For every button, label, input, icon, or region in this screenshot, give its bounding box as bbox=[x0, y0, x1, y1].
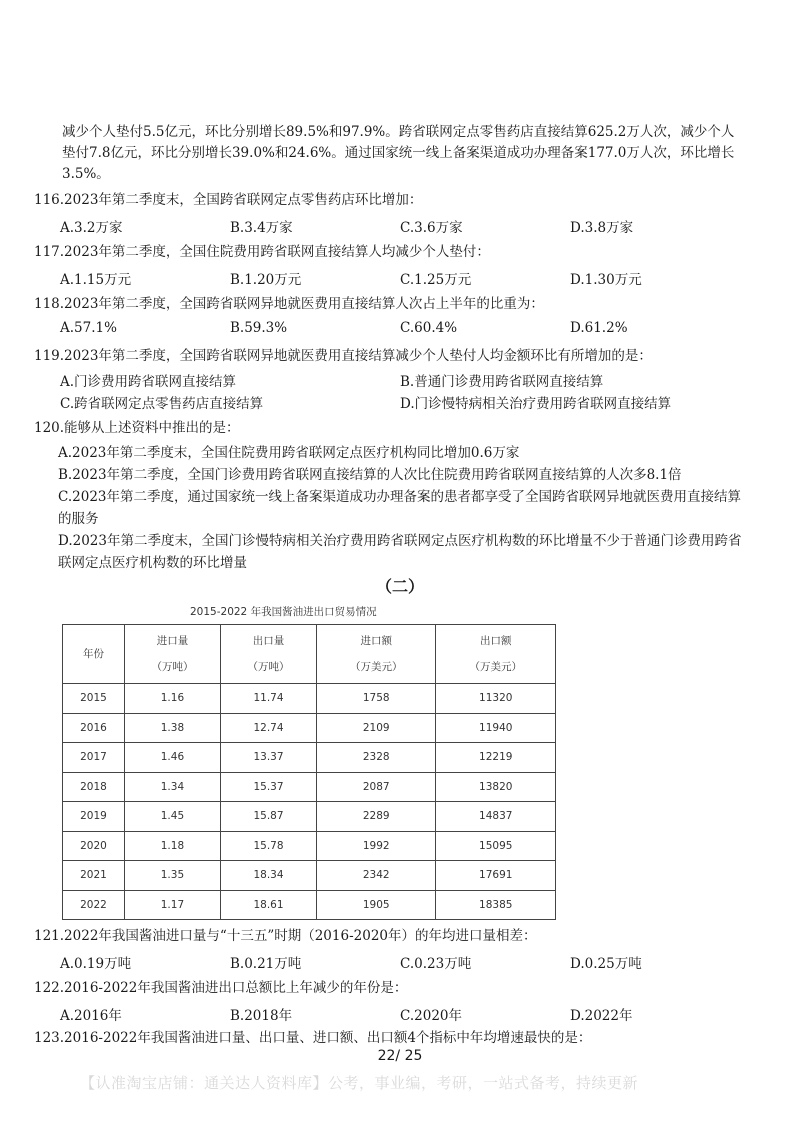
cell-export-volume: 18.34 bbox=[220, 861, 316, 891]
options-118 bbox=[60, 320, 760, 340]
cell-import-value: 2289 bbox=[317, 802, 436, 832]
option-c[interactable]: C.2023年第二季度，通过国家统一线上备案渠道成功办理备案的患者都享受了全国跨省联网异地就医费用直接结算的服务 bbox=[58, 489, 741, 527]
option-d[interactable]: D.1.30万元 bbox=[570, 272, 642, 288]
options-121 bbox=[60, 952, 760, 972]
option-d[interactable]: D.门诊慢特病相关治疗费用跨省联网直接结算 bbox=[400, 396, 672, 412]
table-row bbox=[63, 684, 556, 714]
option-a[interactable]: A.2023年第二季度末，全国住院费用跨省联网定点医疗机构同比增加0.6万家 bbox=[58, 445, 520, 461]
option-b[interactable]: B.2018年 bbox=[230, 1008, 293, 1024]
cell-year: 2020 bbox=[63, 831, 125, 861]
option-a[interactable]: A.57.1% bbox=[60, 320, 117, 336]
cell-import-value: 2328 bbox=[317, 743, 436, 773]
header-year: 年份 bbox=[63, 625, 125, 684]
option-a[interactable]: A.1.15万元 bbox=[60, 272, 132, 288]
section-title: （二） bbox=[375, 577, 424, 596]
cell-import-value: 2087 bbox=[317, 772, 436, 802]
cell-year: 2022 bbox=[63, 890, 125, 920]
cell-year: 2021 bbox=[63, 861, 125, 891]
option-a[interactable]: A.0.19万吨 bbox=[60, 956, 132, 972]
cell-import-volume: 1.34 bbox=[124, 772, 220, 802]
option-c[interactable]: C.1.25万元 bbox=[400, 272, 472, 288]
table-row bbox=[63, 802, 556, 832]
options-117 bbox=[60, 268, 760, 288]
table-row bbox=[63, 831, 556, 861]
cell-export-volume: 15.78 bbox=[220, 831, 316, 861]
cell-export-value: 18385 bbox=[436, 890, 556, 920]
cell-export-value: 11320 bbox=[436, 684, 556, 714]
option-c[interactable]: C.0.23万吨 bbox=[400, 956, 472, 972]
cell-export-value: 17691 bbox=[436, 861, 556, 891]
cell-import-volume: 1.18 bbox=[124, 831, 220, 861]
option-d[interactable]: D.0.25万吨 bbox=[570, 956, 642, 972]
cell-year: 2019 bbox=[63, 802, 125, 832]
option-c[interactable]: C.2020年 bbox=[400, 1008, 462, 1024]
watermark-text: 【认准淘宝店铺：通关达人资料库】公考，事业编，考研，一站式备考，持续更新 bbox=[80, 1074, 639, 1092]
options-119-row1 bbox=[60, 370, 760, 390]
cell-export-value: 13820 bbox=[436, 772, 556, 802]
cell-export-value: 15095 bbox=[436, 831, 556, 861]
cell-year: 2015 bbox=[63, 684, 125, 714]
option-d[interactable]: D.2022年 bbox=[570, 1008, 633, 1024]
cell-year: 2016 bbox=[63, 713, 125, 743]
question-119: 119.2023年第二季度，全国跨省联网异地就医费用直接结算减少个人垫付人均金额环比有所增加的是： bbox=[34, 348, 652, 364]
option-d[interactable]: D.2023年第二季度末，全国门诊慢特病相关治疗费用跨省联网定点医疗机构数的环比增量不少于普通门诊费用跨省联网定点医疗机构数的环比增量 bbox=[58, 533, 742, 571]
option-b[interactable]: B.0.21万吨 bbox=[230, 956, 302, 972]
table-row bbox=[63, 861, 556, 891]
question-117: 117.2023年第二季度，全国住院费用跨省联网直接结算人均减少个人垫付： bbox=[34, 244, 490, 260]
cell-import-volume: 1.38 bbox=[124, 713, 220, 743]
question-116: 116.2023年第二季度末，全国跨省联网定点零售药店环比增加： bbox=[34, 192, 423, 208]
option-a[interactable]: A.3.2万家 bbox=[60, 220, 123, 236]
option-b[interactable]: B.1.20万元 bbox=[230, 272, 302, 288]
header-export-volume: 出口量 （万吨） bbox=[220, 625, 316, 684]
table-row bbox=[63, 772, 556, 802]
cell-export-volume: 15.37 bbox=[220, 772, 316, 802]
question-122: 122.2016-2022年我国酱油进出口总额比上年减少的年份是： bbox=[34, 980, 408, 996]
option-d[interactable]: D.61.2% bbox=[570, 320, 628, 336]
option-b[interactable]: B.59.3% bbox=[230, 320, 288, 336]
header-export-value: 出口额 （万美元） bbox=[436, 625, 556, 684]
cell-import-value: 2342 bbox=[317, 861, 436, 891]
cell-import-value: 1992 bbox=[317, 831, 436, 861]
question-121: 121.2022年我国酱油进口量与“十三五”时期（2016-2020年）的年均进口量相差： bbox=[34, 928, 537, 944]
cell-export-volume: 11.74 bbox=[220, 684, 316, 714]
cell-import-value: 1758 bbox=[317, 684, 436, 714]
option-b[interactable]: B.3.4万家 bbox=[230, 220, 293, 236]
cell-import-volume: 1.16 bbox=[124, 684, 220, 714]
cell-export-value: 14837 bbox=[436, 802, 556, 832]
question-123: 123.2016-2022年我国酱油进口量、出口量、进口额、出口额4个指标中年均增速最快的是： bbox=[34, 1030, 592, 1046]
option-c[interactable]: C.60.4% bbox=[400, 320, 458, 336]
question-118: 118.2023年第二季度，全国跨省联网异地就医费用直接结算人次占上半年的比重为： bbox=[34, 296, 544, 312]
table-title: 2015-2022 年我国酱油进出口贸易情况 bbox=[190, 606, 377, 618]
cell-export-value: 11940 bbox=[436, 713, 556, 743]
table-row bbox=[63, 890, 556, 920]
options-116 bbox=[60, 216, 760, 236]
cell-export-volume: 18.61 bbox=[220, 890, 316, 920]
cell-export-volume: 13.37 bbox=[220, 743, 316, 773]
options-122 bbox=[60, 1004, 760, 1024]
table-row bbox=[63, 713, 556, 743]
table-row bbox=[63, 743, 556, 773]
page-number: 22/ 25 bbox=[377, 1048, 423, 1064]
table-header-row bbox=[63, 625, 556, 684]
cell-import-volume: 1.46 bbox=[124, 743, 220, 773]
cell-year: 2018 bbox=[63, 772, 125, 802]
cell-import-volume: 1.17 bbox=[124, 890, 220, 920]
option-a[interactable]: A.2016年 bbox=[60, 1008, 122, 1024]
option-b[interactable]: B.2023年第二季度，全国门诊费用跨省联网直接结算的人次比住院费用跨省联网直接结算的人次多8.1倍 bbox=[58, 467, 682, 483]
cell-import-volume: 1.35 bbox=[124, 861, 220, 891]
trade-table bbox=[62, 624, 556, 920]
option-c[interactable]: C.跨省联网定点零售药店直接结算 bbox=[60, 396, 264, 412]
cell-import-volume: 1.45 bbox=[124, 802, 220, 832]
options-119-row2 bbox=[60, 392, 760, 412]
option-a[interactable]: A.门诊费用跨省联网直接结算 bbox=[60, 374, 237, 390]
cell-export-volume: 12.74 bbox=[220, 713, 316, 743]
header-import-volume: 进口量 （万吨） bbox=[124, 625, 220, 684]
cell-export-value: 12219 bbox=[436, 743, 556, 773]
header-import-value: 进口额 （万美元） bbox=[317, 625, 436, 684]
cell-export-volume: 15.87 bbox=[220, 802, 316, 832]
intro-paragraph: 减少个人垫付5.5亿元，环比分别增长89.5%和97.9%。跨省联网定点零售药店直接结算625.2万人次，减少个人垫付7.8亿元，环比分别增长39.0%和24.6%。通过国家统一线上备案渠道成功办理备案177.0万人次，环比增长3.5%。 bbox=[62, 124, 735, 182]
cell-year: 2017 bbox=[63, 743, 125, 773]
option-d[interactable]: D.3.8万家 bbox=[570, 220, 634, 236]
option-b[interactable]: B.普通门诊费用跨省联网直接结算 bbox=[400, 374, 604, 390]
question-120: 120.能够从上述资料中推出的是： bbox=[34, 420, 240, 436]
cell-import-value: 1905 bbox=[317, 890, 436, 920]
option-c[interactable]: C.3.6万家 bbox=[400, 220, 463, 236]
cell-import-value: 2109 bbox=[317, 713, 436, 743]
